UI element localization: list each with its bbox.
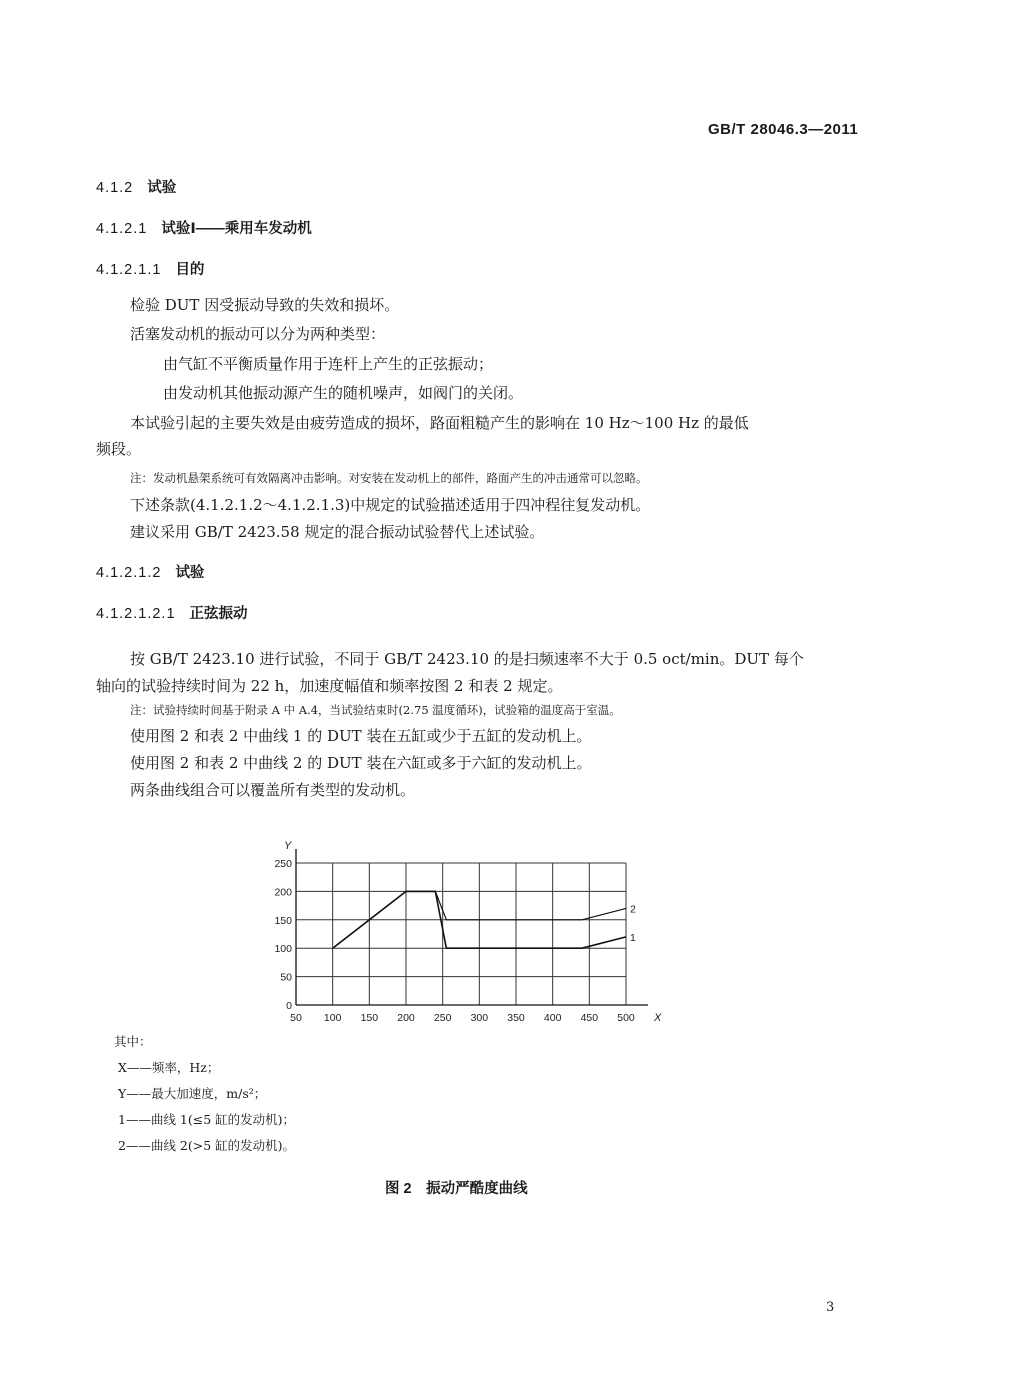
paragraph: 使用图 2 和表 2 中曲线 2 的 DUT 装在六缸或多于六缸的发动机上。 [130,754,592,772]
section-title: 目的 [175,262,205,278]
section-title: 正弦振动 [189,606,248,622]
page-number: 3 [826,1300,835,1315]
x-tick-label: 300 [470,1012,489,1024]
legend-x: X——频率，Hz； [118,1060,220,1075]
paragraph-continued: 频段。 [96,440,142,458]
y-tick-label: 150 [274,914,292,927]
paragraph-continued: 轴向的试验持续时间为 22 h，加速度幅值和频率按图 2 和表 2 规定。 [96,677,563,695]
standard-code: GB/T 28046.3—2011 [708,121,859,138]
section-title: 试验 [175,565,205,581]
section-number: 4.1.2.1 [96,221,148,237]
series-1-label: 1 [630,931,636,944]
y-tick-label: 250 [274,858,292,870]
x-tick-label: 250 [433,1012,452,1024]
y-tick-label: 50 [280,971,292,984]
section-title: 试验Ⅰ——乘用车发动机 [161,221,312,237]
x-tick-label: 150 [360,1012,379,1024]
x-tick-label: 350 [507,1012,525,1024]
section-heading [96,176,176,197]
paragraph: 建议采用 GB/T 2423.58 规定的混合振动试验替代上述试验。 [130,523,545,541]
series-2-label: 2 [630,903,636,916]
legend-intro: 其中： [114,1034,152,1049]
section-heading [96,602,248,623]
paragraph: 检验 DUT 因受振动导致的失效和损坏。 [130,296,400,314]
legend-curve-2: 2——曲线 2(>5 缸的发动机)。 [118,1138,296,1153]
vibration-severity-chart [260,830,700,1030]
paragraph: 活塞发动机的振动可以分为两种类型： [130,325,386,343]
section-number: 4.1.2 [96,180,134,196]
y-tick-label: 100 [274,943,292,956]
legend-curve-1: 1——曲线 1(≤5 缸的发动机)； [118,1112,296,1127]
x-tick-label: 200 [397,1012,415,1024]
note: 注：发动机悬架系统可有效隔离冲击影响。对安装在发动机上的部件，路面产生的冲击通常可以忽略。 [130,471,648,485]
note: 注：试验持续时间基于附录 A 中 A.4，当试验结束时(2.75 温度循环)，试验箱的温度高于室温。 [130,703,621,717]
x-tick-label: 50 [290,1012,302,1024]
section-number: 4.1.2.1.2 [96,565,162,581]
section-heading [96,258,204,279]
x-tick-label: 450 [580,1012,599,1024]
x-axis-label: X [654,1012,662,1024]
x-tick-label: 400 [543,1012,562,1024]
list-item: 由气缸不平衡质量作用于连杆上产生的正弦振动； [163,355,494,373]
section-number: 4.1.2.1.2.1 [96,606,176,622]
x-tick-label: 100 [323,1012,342,1024]
legend-y: Y——最大加速度，m/s²； [118,1086,267,1101]
paragraph: 两条曲线组合可以覆盖所有类型的发动机。 [130,781,416,799]
paragraph: 下述条款(4.1.2.1.2～4.1.2.1.3)中规定的试验描述适用于四冲程往复发动机。 [130,496,651,514]
y-tick-label: 200 [274,886,292,899]
paragraph: 按 GB/T 2423.10 进行试验，不同于 GB/T 2423.10 的是扫频速率不大于 0.5 oct/min。DUT 每个 [130,650,804,668]
section-title: 试验 [147,180,177,196]
paragraph: 使用图 2 和表 2 中曲线 1 的 DUT 装在五缸或少于五缸的发动机上。 [130,727,592,745]
section-number: 4.1.2.1.1 [96,262,162,278]
list-item: 由发动机其他振动源产生的随机噪声，如阀门的关闭。 [163,384,524,402]
section-heading [96,217,312,238]
y-tick-label: 0 [286,1000,292,1012]
figure-caption: 图 2 振动严酷度曲线 [385,1181,528,1197]
paragraph: 本试验引起的主要失效是由疲劳造成的损坏，路面粗糙产生的影响在 10 Hz～100 Hz 的最低 [130,414,749,432]
x-tick-label: 500 [617,1012,635,1024]
section-heading [96,561,204,582]
y-axis-label: Y [284,840,292,852]
